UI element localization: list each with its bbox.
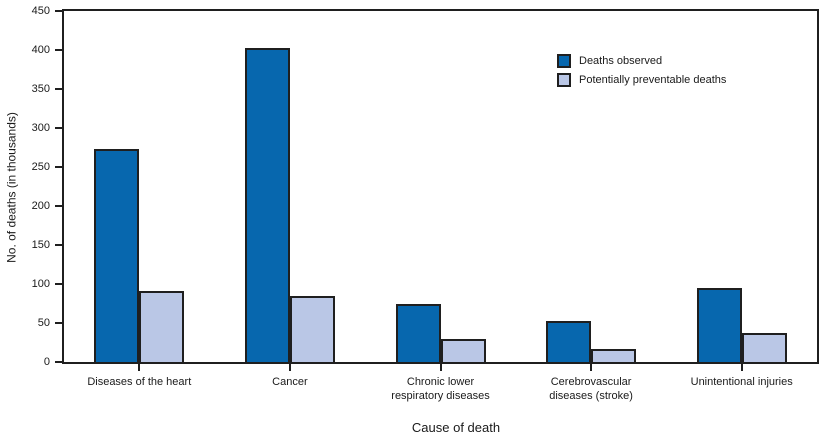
y-tick-label: 350	[31, 83, 50, 95]
bar-observed	[245, 48, 290, 362]
x-tick-mark	[741, 364, 743, 371]
y-tick-mark	[55, 205, 63, 207]
y-tick-label: 0	[43, 356, 50, 368]
x-tick-mark	[289, 364, 291, 371]
x-category-label-line: Cerebrovascular	[550, 376, 632, 388]
y-tick-mark	[55, 322, 63, 324]
x-category-label-line: Chronic lower	[406, 376, 475, 388]
bar-observed	[697, 288, 742, 362]
x-category-label-line: respiratory diseases	[391, 390, 490, 402]
y-tick-label: 300	[31, 122, 50, 134]
y-tick-label: 450	[31, 5, 50, 17]
x-tick-mark	[590, 364, 592, 371]
y-tick-label: 250	[31, 161, 50, 173]
legend-swatch	[557, 54, 571, 68]
x-category-label	[210, 375, 370, 389]
x-axis-title: Cause of death	[411, 420, 501, 435]
legend	[557, 54, 726, 92]
legend-item	[557, 54, 726, 68]
y-tick-mark	[55, 10, 63, 12]
y-tick-mark	[55, 88, 63, 90]
y-tick-mark	[55, 361, 63, 363]
bar-preventable	[441, 339, 486, 362]
legend-label: Deaths observed	[579, 55, 663, 67]
y-tick-label: 100	[31, 278, 50, 290]
x-category-label-line: Diseases of the heart	[87, 376, 192, 388]
bar-observed	[94, 149, 139, 362]
y-tick-label: 400	[31, 44, 50, 56]
x-category-label-line: Cancer	[272, 376, 308, 388]
y-tick-mark	[55, 244, 63, 246]
x-category-label-line: diseases (stroke)	[549, 390, 633, 402]
y-tick-mark	[55, 283, 63, 285]
y-tick-label: 50	[37, 317, 50, 329]
bar-preventable	[742, 333, 787, 362]
bar-preventable	[290, 296, 335, 362]
legend-item	[557, 73, 726, 87]
x-category-label	[511, 375, 671, 403]
y-axis-title: No. of deaths (in thousands)	[4, 112, 19, 263]
bar-observed	[396, 304, 441, 362]
x-category-label	[59, 375, 219, 389]
legend-swatch	[557, 73, 571, 87]
x-category-label	[361, 375, 521, 403]
x-tick-mark	[138, 364, 140, 371]
y-tick-label: 200	[31, 200, 50, 212]
bar-preventable	[591, 349, 636, 362]
y-tick-mark	[55, 166, 63, 168]
x-category-label-line: Unintentional injuries	[690, 376, 793, 388]
y-tick-label: 150	[31, 239, 50, 251]
x-tick-mark	[440, 364, 442, 371]
y-tick-mark	[55, 49, 63, 51]
bar-preventable	[139, 291, 184, 362]
x-category-label	[662, 375, 822, 389]
legend-label: Potentially preventable deaths	[579, 74, 727, 86]
bar-observed	[546, 321, 591, 362]
y-tick-mark	[55, 127, 63, 129]
